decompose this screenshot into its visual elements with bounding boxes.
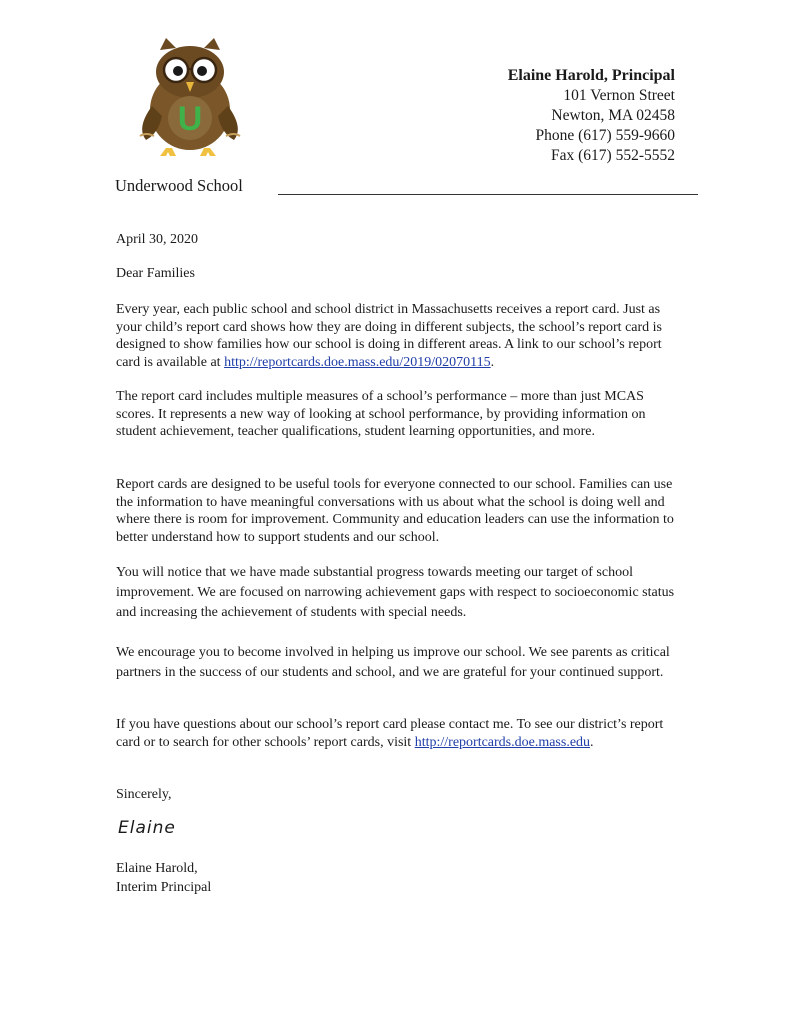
- signer-name: Elaine Harold,: [116, 861, 198, 876]
- paragraph-6: [116, 716, 676, 751]
- district-report-card-link[interactable]: http://reportcards.doe.mass.edu: [414, 734, 591, 750]
- school-report-card-link[interactable]: http://reportcards.doe.mass.edu/2019/02070115: [224, 354, 491, 370]
- paragraph-6-end: .: [590, 734, 594, 750]
- owl-letter: U: [177, 100, 203, 138]
- paragraph-3: Report cards are designed to be useful tools for everyone connected to our school. Families can use the information to have meaningful conversations with us about what the school is doing well and where there is room for improvement. Community and education leaders can use the information to better understand how to support students and our school.: [116, 477, 674, 545]
- street-address: 101 Vernon Street: [563, 87, 675, 104]
- city-state-zip: Newton, MA 02458: [551, 107, 675, 124]
- letter-date: April 30, 2020: [116, 232, 199, 247]
- school-name: Underwood School: [115, 176, 243, 195]
- fax-number: Fax (617) 552-5552: [551, 147, 675, 164]
- greeting: Dear Families: [116, 266, 195, 281]
- paragraph-2: The report card includes multiple measures of a school’s performance – more than just MCAS scores. It represents a new way of looking at school performance, by providing information on student achievement, teacher qualifications, student learning opportunities, and more.: [116, 389, 646, 440]
- signature: Elaine: [118, 818, 176, 838]
- header-divider: [278, 194, 698, 195]
- phone-number: Phone (617) 559-9660: [535, 127, 675, 144]
- paragraph-5: We encourage you to become involved in helping us improve our school. We see parents as critical partners in the success of our students and school, and we are grateful for your continued support.: [116, 645, 670, 680]
- closing: Sincerely,: [116, 787, 172, 802]
- paragraph-1-text: Every year, each public school and school district in Massachusetts receives a report card. Just as your child’s report card shows how they are doing in different subjects, the school’s report card is designed to show families how our school is doing in different areas. A link to our school’s report card is available at: [116, 302, 662, 370]
- owl-logo: [132, 36, 248, 160]
- signer-title: Interim Principal: [116, 880, 212, 895]
- paragraph-6-text: If you have questions about our school’s report card please contact me. To see our district’s report card or to search for other schools’ report cards, visit: [116, 717, 664, 750]
- paragraph-4: You will notice that we have made substantial progress towards meeting our target of school improvement. We are focused on narrowing achievement gaps with respect to socioeconomic status and increasing the achievement of students with special needs.: [116, 565, 675, 620]
- paragraph-1: [116, 301, 676, 371]
- signer-block: [116, 859, 211, 897]
- principal-name: Elaine Harold, Principal: [507, 67, 675, 84]
- letterhead-address: [508, 66, 675, 166]
- paragraph-1-end: .: [490, 354, 495, 370]
